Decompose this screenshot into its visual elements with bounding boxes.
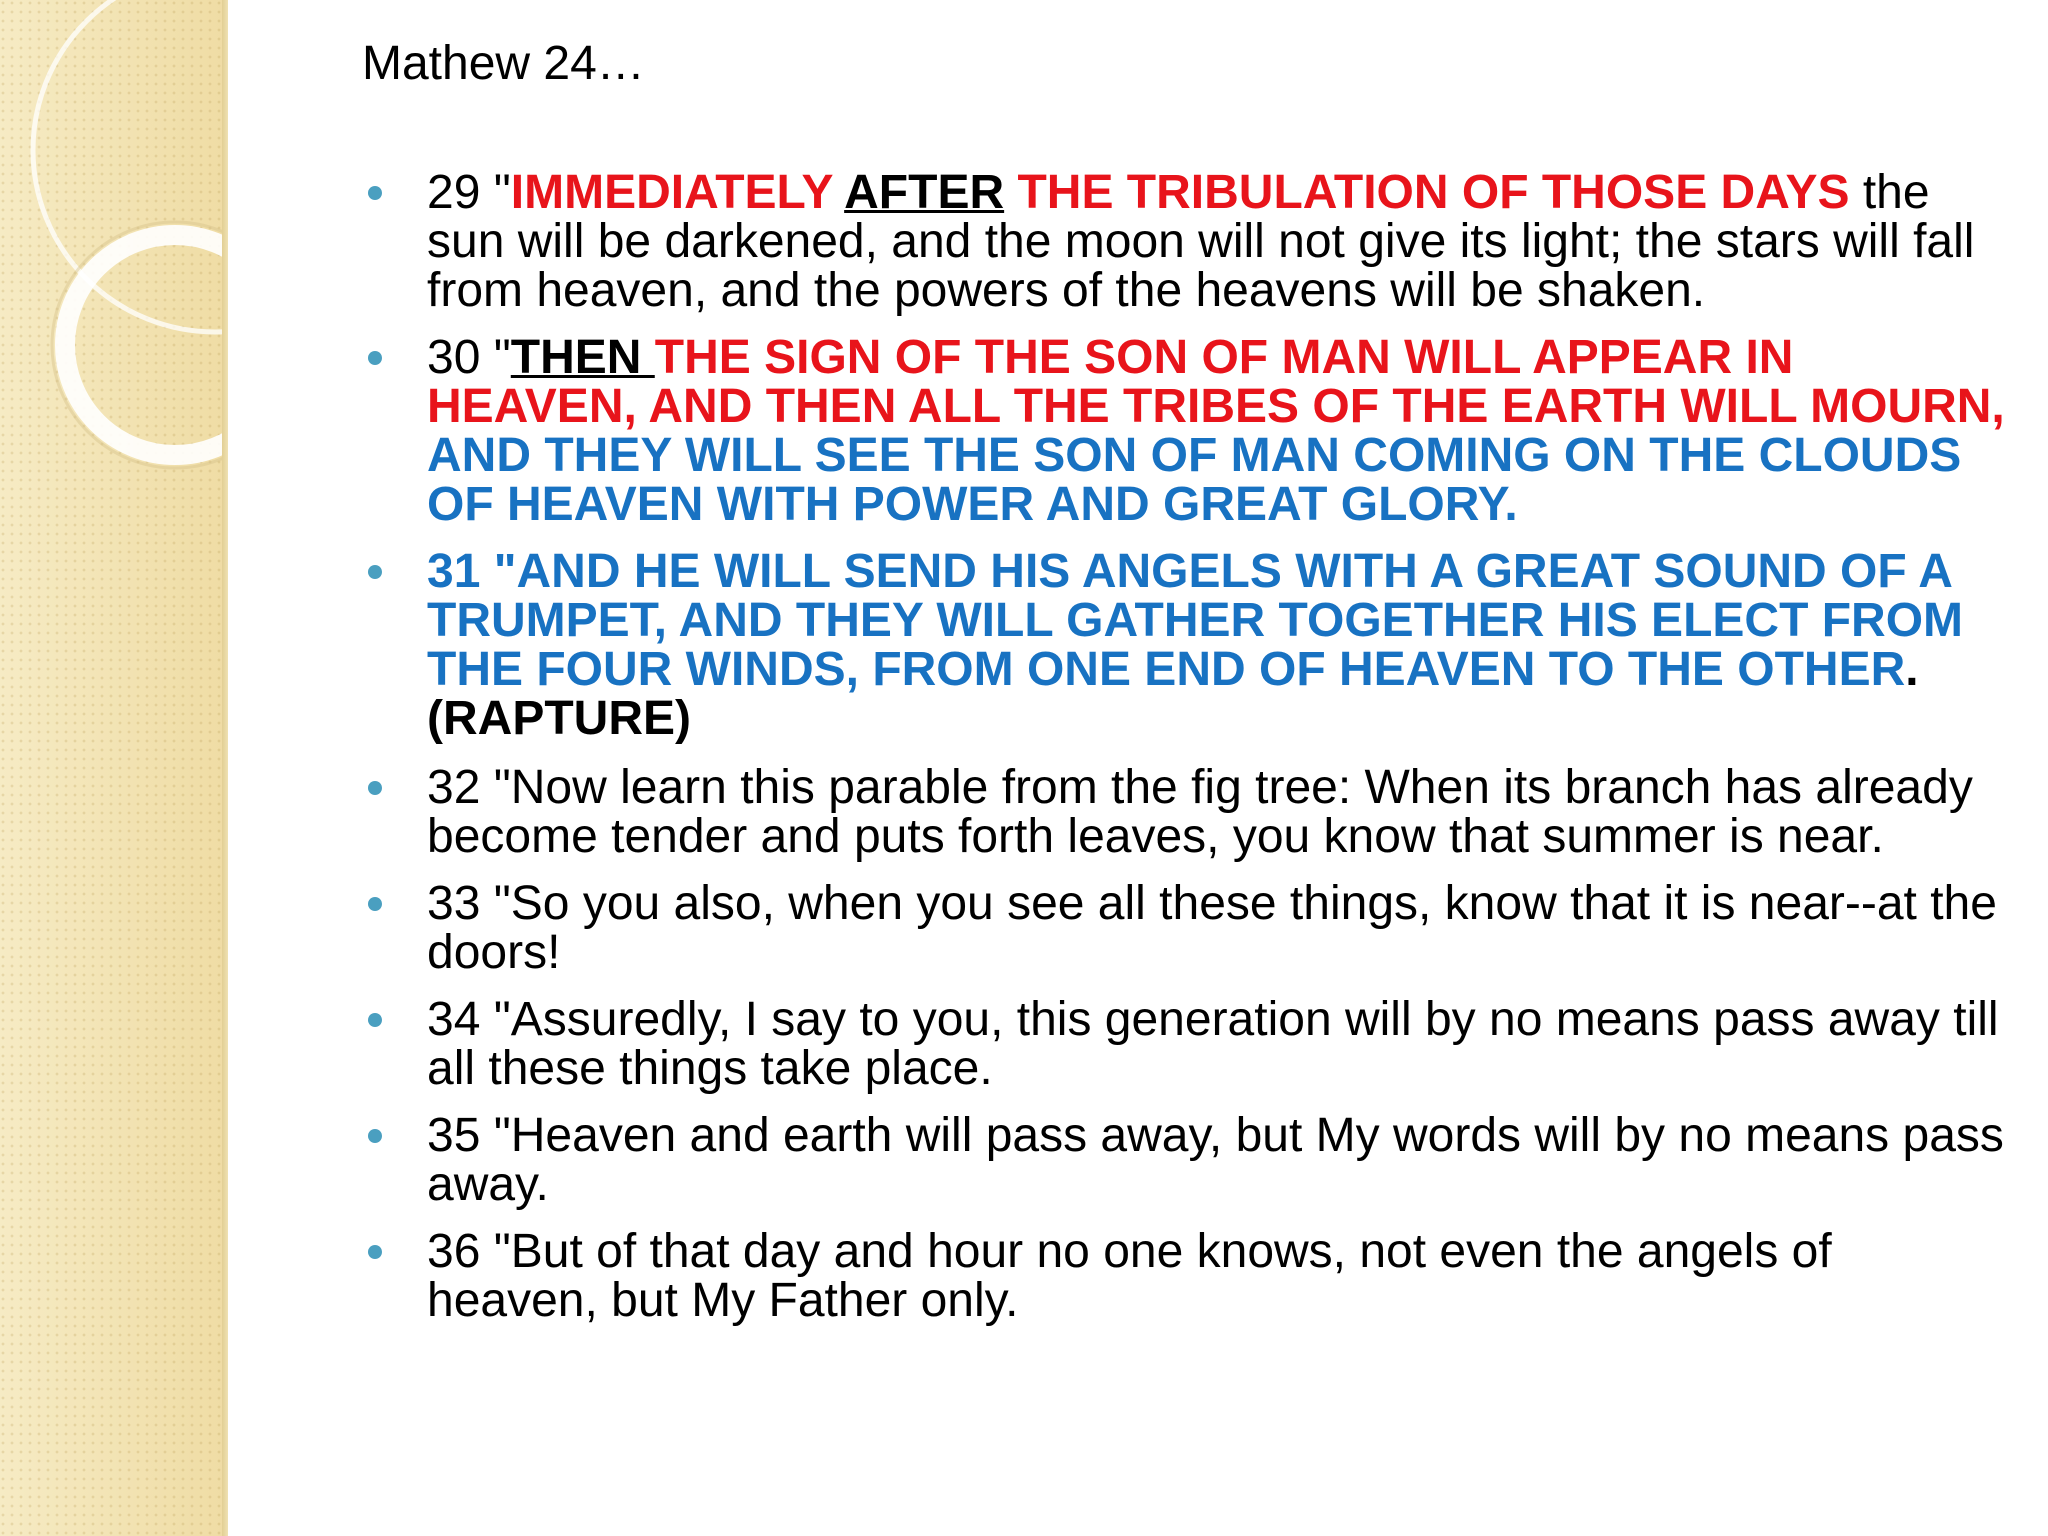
verse-29-emphasis-2: THE TRIBULATION OF THOSE DAYS xyxy=(1004,166,1850,219)
bullet-icon xyxy=(368,1129,382,1143)
bullet-icon xyxy=(368,1013,382,1027)
verse-30-emphasis-red: THE SIGN OF THE SON OF MAN WILL APPEAR IN HEAVEN, AND THEN ALL THE TRIBES OF THE EARTH WILL MOURN, xyxy=(427,331,2005,433)
verse-36 xyxy=(362,1227,2012,1325)
verse-35-text: 35 "Heaven and earth will pass away, but My words will by no means pass away. xyxy=(427,1109,2004,1211)
sidebar-edge xyxy=(222,0,228,1536)
verse-29-underlined: AFTER xyxy=(844,166,1005,219)
verse-31-emphasis-blue: 31 "AND HE WILL SEND HIS ANGELS WITH A GREAT SOUND OF A TRUMPET, AND THEY WILL GATHER TOGETHER HIS ELECT FROM THE FOUR WINDS, FROM ONE END OF HEAVEN TO THE OTHER xyxy=(427,545,1964,696)
verse-34 xyxy=(362,995,2012,1093)
verse-31 xyxy=(362,547,2012,743)
verse-30-underlined: THEN xyxy=(510,331,655,384)
bullet-icon xyxy=(368,897,382,911)
decorative-rings xyxy=(0,0,228,1536)
verse-32 xyxy=(362,763,2012,861)
verse-33-text: 33 "So you also, when you see all these things, know that it is near--at the doors! xyxy=(427,877,1997,979)
bullet-icon xyxy=(368,351,382,365)
verse-30-emphasis-blue: AND THEY WILL SEE THE SON OF MAN COMING ON THE CLOUDS OF HEAVEN WITH POWER AND GREAT GLORY. xyxy=(427,429,1962,531)
verse-35 xyxy=(362,1111,2012,1209)
verse-29-lead: 29 " xyxy=(427,166,511,219)
slide-title: Mathew 24… xyxy=(362,37,645,90)
verse-32-text: 32 "Now learn this parable from the fig tree: When its branch has already become tender and puts forth leaves, you know that summer is near. xyxy=(427,761,1973,863)
verse-list xyxy=(362,168,2012,1325)
verse-29 xyxy=(362,168,2012,315)
verse-29-text: the sun will be darkened, and the moon will not give its light; the stars will fall from heaven, and the powers of the heavens will be shaken. xyxy=(427,166,1975,317)
verse-34-text: 34 "Assuredly, I say to you, this generation will by no means pass away till all these things take place. xyxy=(427,993,1999,1095)
verse-33 xyxy=(362,879,2012,977)
bullet-icon xyxy=(368,781,382,795)
verse-36-text: 36 "But of that day and hour no one knows, not even the angels of heaven, but My Father only. xyxy=(427,1225,1832,1327)
verse-31-tail: . (RAPTURE) xyxy=(427,643,1919,745)
verse-29-emphasis: IMMEDIATELY xyxy=(510,166,845,219)
decorative-sidebar xyxy=(0,0,228,1536)
bullet-icon xyxy=(368,565,382,579)
bullet-icon xyxy=(368,1245,382,1259)
verse-30 xyxy=(362,333,2012,529)
verse-30-lead: 30 " xyxy=(427,331,511,384)
bullet-icon xyxy=(368,186,382,200)
